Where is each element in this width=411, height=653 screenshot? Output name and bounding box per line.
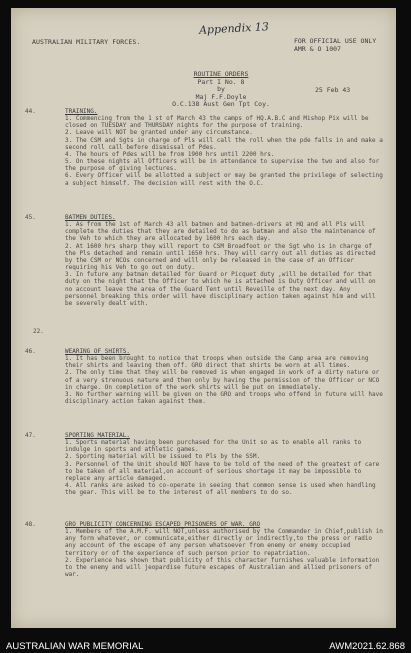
archive-caption: AUSTRALIAN WAR MEMORIAL	[6, 641, 144, 652]
paragraph: 2. Experience has shown that publicity of this character furnishes valuable information to the enemy and will jeopardise future escapes of Australian and allied prisoners of war.	[65, 556, 380, 579]
paragraph: 1. As from the 1st of March 43 all batmen and batmen-drivers at HQ and all Pls will complete the duties that they are detailed to do as batman and also the maintenance of the Veh to which they are allocated by 1600 hrs each day.	[65, 221, 376, 243]
header-classification	[294, 38, 389, 53]
handwritten-appendix-note: Appendix 13	[198, 20, 270, 37]
section-title: GRO PUBLICITY CONCERNING ESCAPED PRISONERS OF WAR. GRO	[65, 521, 261, 528]
paragraph: 2. Leave will NOT be granted under any circumstance.	[65, 129, 253, 137]
paragraph: 2. At 1600 hrs sharp they will report to CSM Broadfoot or the Sgt who is in charge of the Pls detached and remain until 1650 hrs. They will carry out all duties as directed by the CSM or NCOs concerned and will only be released in the case of an Officer requiring his Veh to go out on duty.	[65, 242, 376, 272]
section-title: WEARING OF SHIRTS.	[65, 348, 131, 355]
order-section-48	[11, 521, 396, 578]
paragraph: 3. No further warning will be given on the GRO and troops who offend in future will have disciplinary action taken against them.	[65, 390, 383, 406]
order-section-45	[11, 214, 396, 307]
paragraph: 2. Sporting material will be issued to Pls by the SSM.	[65, 453, 261, 461]
reference-line: AMR & O 1007	[294, 44, 341, 53]
section-number: 46.	[25, 348, 36, 355]
header-organisation: AUSTRALIAN MILITARY FORCES.	[32, 38, 141, 46]
section-title: BATMEN DUTIES.	[65, 214, 116, 221]
section-number: 48.	[25, 521, 36, 528]
order-officer: Maj F.F.Doyle	[195, 92, 247, 101]
order-title: ROUTINE ORDERS	[193, 70, 249, 78]
paragraph: 3. In future any batman detailed for Guard or Picquet duty ,will be detailed for that duty on the night that the Officer to which he is attached is Duty Officer and will on no account leave the area of the Guard Tent until Reveille of the next day. Any personnel breaking this order will have disciplinary action taken against him and will be severely dealt with.	[65, 271, 376, 307]
order-date: 25 Feb 43	[315, 86, 351, 94]
section-number: 45.	[25, 214, 36, 221]
paragraph: 6. Every Officer will be allotted a subject or may be granted the privilege of selecting a subject himself. The decision will rest with the O.C.	[65, 172, 383, 187]
section-number: 47.	[25, 432, 36, 439]
paragraph: 4. The hours of Pdes will be from 1900 hrs until 2200 hrs.	[65, 150, 275, 158]
section-title: SPORTING MATERIAL.	[65, 432, 131, 439]
paragraph: 1. Sports material having been purchased for the Unit so as to enable all ranks to indulge in sports and athletic games.	[65, 439, 362, 454]
paragraph: 1. Members of the A.M.F. will NOT,unless authorised by the Commander in Chief,publish in any form whatever, or communicate,either directly or indirectly,to the press or radio any account of the escape of any person whatsoever from enemy or enemy occupied territory or of the experience of such person prior to repatriation.	[65, 528, 383, 557]
paragraph: 3. The CSM and Sgts in charge of Pls will call the roll when the pde falls in and make a second roll call before dismissal of Pdes.	[65, 136, 383, 151]
order-section-44	[11, 108, 396, 187]
archive-reference: AWM2021.62.868	[329, 641, 405, 652]
classification-line: FOR OFFICIAL USE ONLY	[294, 37, 377, 45]
paragraph: 1. It has been brought to notice that troops when outside the Camp area are removing their shirts and leaving them off. GRO direct that shirts be worn at all times.	[65, 355, 369, 370]
paragraph: 4. All ranks are asked to co-operate in seeing that common sense is used when handling the gear. This will be to the interest of all members to do so.	[65, 482, 376, 497]
order-part: Part I No. 8	[197, 77, 245, 86]
section-number: 44.	[25, 108, 36, 115]
paragraph: 2. The only time that they will be removed is when engaged in work of a dirty nature or of a very strenuous nature and then only by having the permission of the Officer or NCO in charge. On completion of the work shirts will be put on immediately.	[65, 369, 380, 391]
document-page	[11, 8, 396, 628]
order-section-47	[11, 432, 396, 496]
section-title: TRAINING.	[65, 108, 98, 115]
order-heading	[121, 71, 321, 109]
margin-number: 22.	[33, 328, 44, 335]
order-by: by	[217, 85, 225, 94]
paragraph: 5. On these nights all Officers will be in attendance to supervise the two and also for the purpose of giving lectures.	[65, 158, 380, 173]
order-unit: O.C.138 Aust Gen Tpt Coy.	[172, 100, 270, 109]
paragraph: 3. Personnel of the Unit should NOT have to be told of the need of the greatest of care to be taken of all material,on account of serious shortage it may be impossible to replace any article damaged.	[65, 460, 380, 482]
paragraph: 1. Commencing from the 1 st of March 43 the camps of HQ.A.B.C and Mishop Pix will be closed on TUESDAY and THURSDAY nights for the purpose of training.	[65, 115, 369, 130]
order-section-46	[11, 348, 396, 405]
